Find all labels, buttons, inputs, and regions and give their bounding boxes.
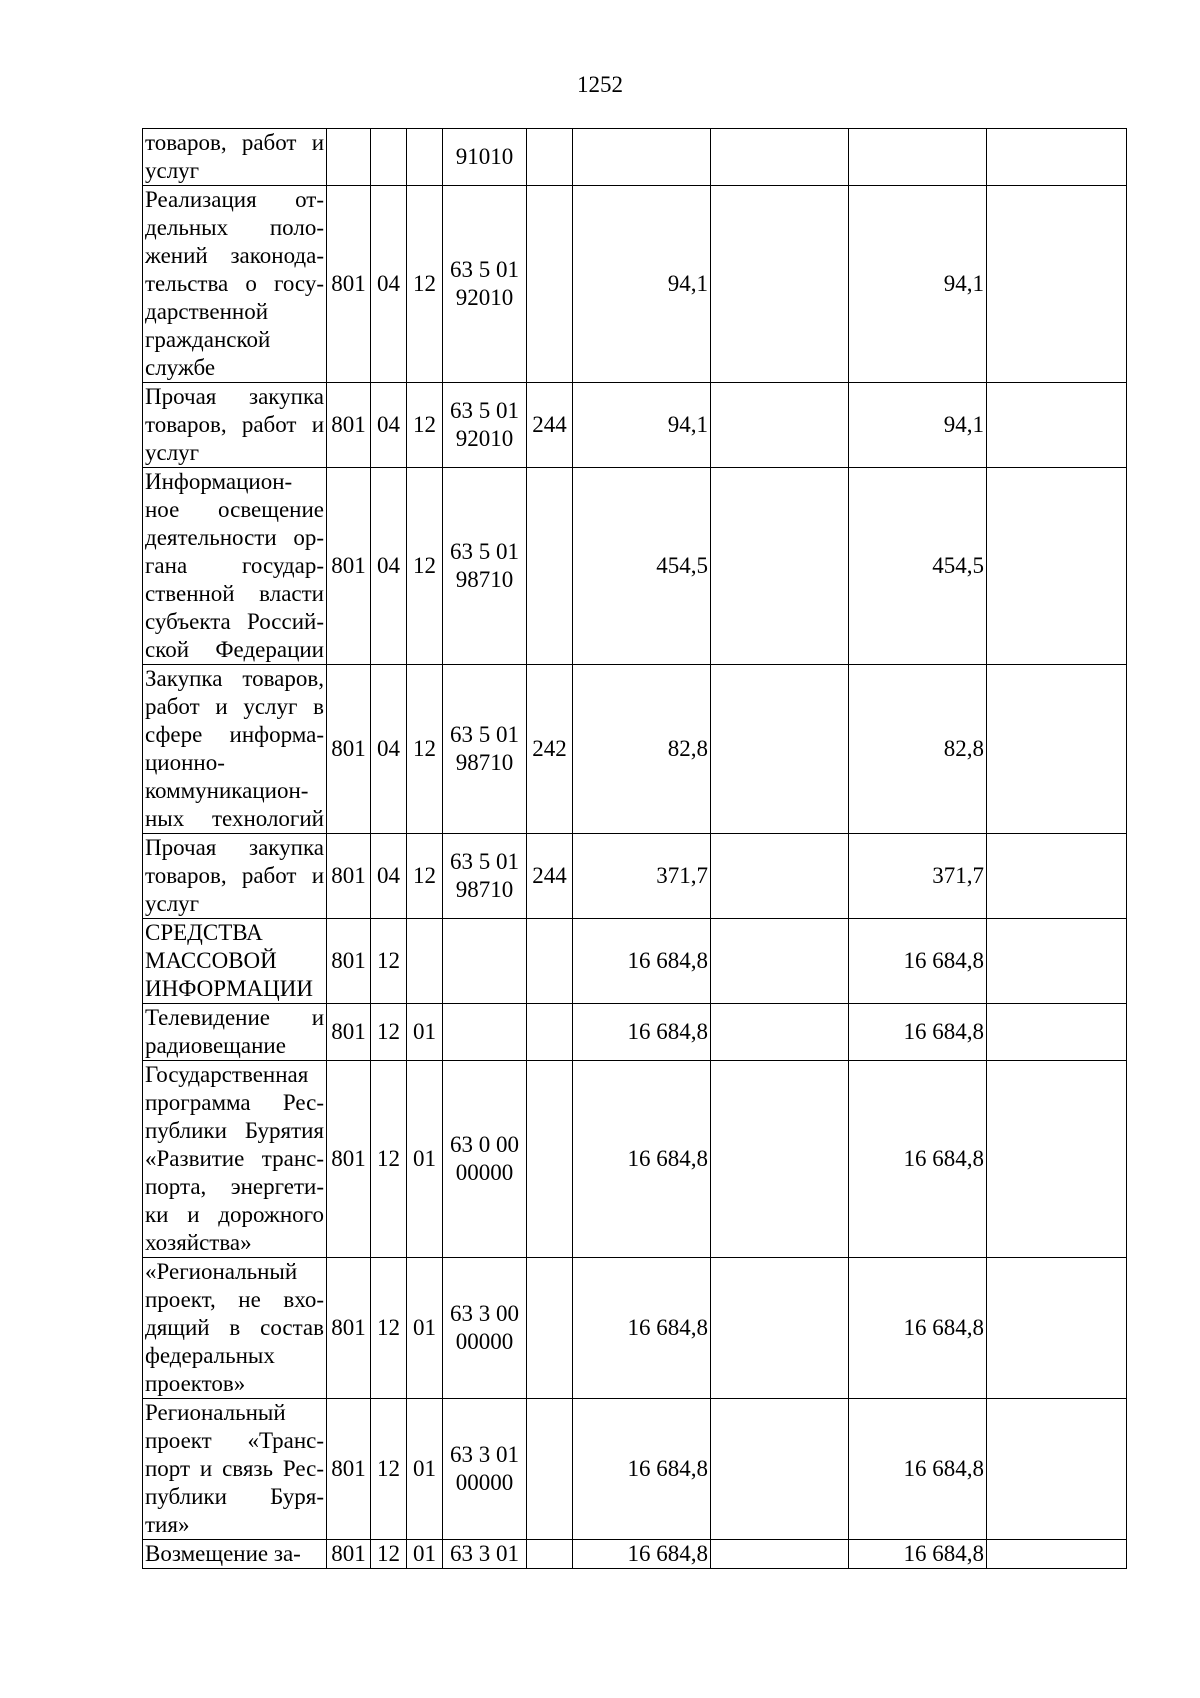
row-amount-3-cell: 371,7	[849, 834, 987, 919]
row-name-cell: Возмещение за-	[143, 1540, 327, 1569]
row-amount-1-cell: 94,1	[573, 186, 711, 383]
row-amount-2-cell	[711, 834, 849, 919]
row-amount-3-cell: 16 684,8	[849, 1004, 987, 1061]
row-name-cell: Государственная программа Рес-публики Бурятия «Развитие транс-порта, энергети-ки и дорожного хозяйства»	[143, 1061, 327, 1258]
row-amount-3-cell: 16 684,8	[849, 1399, 987, 1540]
row-name-cell: Телевидение и радиовещание	[143, 1004, 327, 1061]
row-expense-type-cell	[527, 1004, 573, 1061]
row-expense-type-cell	[527, 1061, 573, 1258]
row-amount-3-cell: 16 684,8	[849, 1540, 987, 1569]
row-amount-2-cell	[711, 1540, 849, 1569]
row-subsection-cell: 12	[407, 665, 443, 834]
row-subsection-cell: 01	[407, 1540, 443, 1569]
table-row	[143, 186, 1127, 383]
row-amount-2-cell	[711, 186, 849, 383]
row-amount-3-cell: 16 684,8	[849, 1061, 987, 1258]
row-section-cell: 04	[371, 186, 407, 383]
row-amount-4-cell	[987, 919, 1127, 1004]
row-target-article-cell: 63 3 01	[443, 1540, 527, 1569]
row-section-cell: 04	[371, 468, 407, 665]
row-amount-4-cell	[987, 1004, 1127, 1061]
row-section-cell: 12	[371, 1258, 407, 1399]
row-amount-1-cell: 82,8	[573, 665, 711, 834]
row-expense-type-cell	[527, 186, 573, 383]
row-grbs-cell: 801	[327, 383, 371, 468]
row-amount-2-cell	[711, 1004, 849, 1061]
row-grbs-cell: 801	[327, 834, 371, 919]
row-amount-2-cell	[711, 1399, 849, 1540]
row-expense-type-cell: 244	[527, 834, 573, 919]
row-amount-4-cell	[987, 1061, 1127, 1258]
table-row	[143, 919, 1127, 1004]
row-target-article-cell: 63 3 00 00000	[443, 1258, 527, 1399]
row-name-cell: Региональный проект «Транс-порт и связь Рес-публики Буря-тия»	[143, 1399, 327, 1540]
row-amount-3-cell: 82,8	[849, 665, 987, 834]
row-amount-4-cell	[987, 1399, 1127, 1540]
row-target-article-cell	[443, 919, 527, 1004]
row-section-cell: 04	[371, 834, 407, 919]
row-amount-1-cell: 94,1	[573, 383, 711, 468]
row-amount-4-cell	[987, 834, 1127, 919]
row-expense-type-cell	[527, 1399, 573, 1540]
row-subsection-cell	[407, 129, 443, 186]
row-name-cell: «Региональный проект, не вхо-дящий в состав федеральных проектов»	[143, 1258, 327, 1399]
row-subsection-cell: 12	[407, 383, 443, 468]
row-target-article-cell: 63 5 01 92010	[443, 383, 527, 468]
row-amount-2-cell	[711, 129, 849, 186]
row-amount-4-cell	[987, 383, 1127, 468]
row-target-article-cell: 63 5 01 98710	[443, 468, 527, 665]
row-amount-2-cell	[711, 468, 849, 665]
row-grbs-cell: 801	[327, 1540, 371, 1569]
row-expense-type-cell	[527, 129, 573, 186]
row-subsection-cell: 01	[407, 1004, 443, 1061]
row-target-article-cell	[443, 1004, 527, 1061]
row-amount-4-cell	[987, 186, 1127, 383]
row-amount-4-cell	[987, 665, 1127, 834]
row-subsection-cell	[407, 919, 443, 1004]
table-row	[143, 1540, 1127, 1569]
row-amount-1-cell: 16 684,8	[573, 1399, 711, 1540]
row-expense-type-cell: 244	[527, 383, 573, 468]
table-row	[143, 1399, 1127, 1540]
table-row	[143, 129, 1127, 186]
row-grbs-cell: 801	[327, 919, 371, 1004]
table-body	[143, 129, 1127, 1569]
row-grbs-cell: 801	[327, 665, 371, 834]
row-subsection-cell: 01	[407, 1258, 443, 1399]
row-expense-type-cell: 242	[527, 665, 573, 834]
row-name-cell: СРЕДСТВА МАССОВОЙ ИНФОРМАЦИИ	[143, 919, 327, 1004]
row-grbs-cell: 801	[327, 1004, 371, 1061]
row-target-article-cell: 63 3 01 00000	[443, 1399, 527, 1540]
row-grbs-cell: 801	[327, 1258, 371, 1399]
table-row	[143, 834, 1127, 919]
table-row	[143, 383, 1127, 468]
row-expense-type-cell	[527, 919, 573, 1004]
row-amount-1-cell: 16 684,8	[573, 1004, 711, 1061]
row-amount-3-cell: 454,5	[849, 468, 987, 665]
row-target-article-cell: 63 5 01 98710	[443, 834, 527, 919]
row-amount-3-cell: 16 684,8	[849, 1258, 987, 1399]
row-grbs-cell: 801	[327, 1399, 371, 1540]
row-target-article-cell: 63 0 00 00000	[443, 1061, 527, 1258]
row-target-article-cell: 91010	[443, 129, 527, 186]
row-amount-4-cell	[987, 129, 1127, 186]
row-name-cell: Прочая закупка товаров, работ и услуг	[143, 383, 327, 468]
row-grbs-cell: 801	[327, 468, 371, 665]
row-subsection-cell: 12	[407, 186, 443, 383]
row-amount-1-cell: 16 684,8	[573, 919, 711, 1004]
page-number: 1252	[577, 72, 623, 97]
row-amount-2-cell	[711, 919, 849, 1004]
table-row	[143, 468, 1127, 665]
row-section-cell	[371, 129, 407, 186]
row-grbs-cell: 801	[327, 1061, 371, 1258]
row-amount-4-cell	[987, 1258, 1127, 1399]
row-amount-3-cell: 94,1	[849, 383, 987, 468]
row-name-cell: Информацион-ное освещение деятельности ор-гана государ-ственной власти субъекта Россий-ской Федерации	[143, 468, 327, 665]
row-subsection-cell: 12	[407, 468, 443, 665]
row-amount-2-cell	[711, 1061, 849, 1258]
row-amount-1-cell	[573, 129, 711, 186]
row-amount-4-cell	[987, 468, 1127, 665]
row-grbs-cell: 801	[327, 186, 371, 383]
row-section-cell: 12	[371, 1004, 407, 1061]
row-name-cell: товаров, работ и услуг	[143, 129, 327, 186]
row-amount-1-cell: 16 684,8	[573, 1258, 711, 1399]
table-row	[143, 1061, 1127, 1258]
row-amount-1-cell: 454,5	[573, 468, 711, 665]
row-section-cell: 04	[371, 665, 407, 834]
row-amount-2-cell	[711, 383, 849, 468]
row-expense-type-cell	[527, 1258, 573, 1399]
row-grbs-cell	[327, 129, 371, 186]
row-amount-1-cell: 16 684,8	[573, 1540, 711, 1569]
row-name-cell: Реализация от-дельных поло-жений законода-тельства о госу-дарственной гражданской службе	[143, 186, 327, 383]
row-section-cell: 12	[371, 1540, 407, 1569]
row-target-article-cell: 63 5 01 98710	[443, 665, 527, 834]
row-name-cell: Закупка товаров, работ и услуг в сфере информа-ционно-коммуникацион-ных технологий	[143, 665, 327, 834]
row-expense-type-cell	[527, 1540, 573, 1569]
row-expense-type-cell	[527, 468, 573, 665]
row-subsection-cell: 01	[407, 1061, 443, 1258]
row-section-cell: 04	[371, 383, 407, 468]
row-amount-2-cell	[711, 1258, 849, 1399]
table-row	[143, 665, 1127, 834]
row-amount-3-cell	[849, 129, 987, 186]
row-amount-2-cell	[711, 665, 849, 834]
row-amount-1-cell: 371,7	[573, 834, 711, 919]
row-name-cell: Прочая закупка товаров, работ и услуг	[143, 834, 327, 919]
row-section-cell: 12	[371, 919, 407, 1004]
row-amount-1-cell: 16 684,8	[573, 1061, 711, 1258]
row-subsection-cell: 01	[407, 1399, 443, 1540]
budget-table	[142, 128, 1127, 1569]
row-amount-3-cell: 94,1	[849, 186, 987, 383]
row-section-cell: 12	[371, 1061, 407, 1258]
row-amount-3-cell: 16 684,8	[849, 919, 987, 1004]
row-subsection-cell: 12	[407, 834, 443, 919]
row-amount-4-cell	[987, 1540, 1127, 1569]
table-row	[143, 1258, 1127, 1399]
row-section-cell: 12	[371, 1399, 407, 1540]
row-target-article-cell: 63 5 01 92010	[443, 186, 527, 383]
table-row	[143, 1004, 1127, 1061]
